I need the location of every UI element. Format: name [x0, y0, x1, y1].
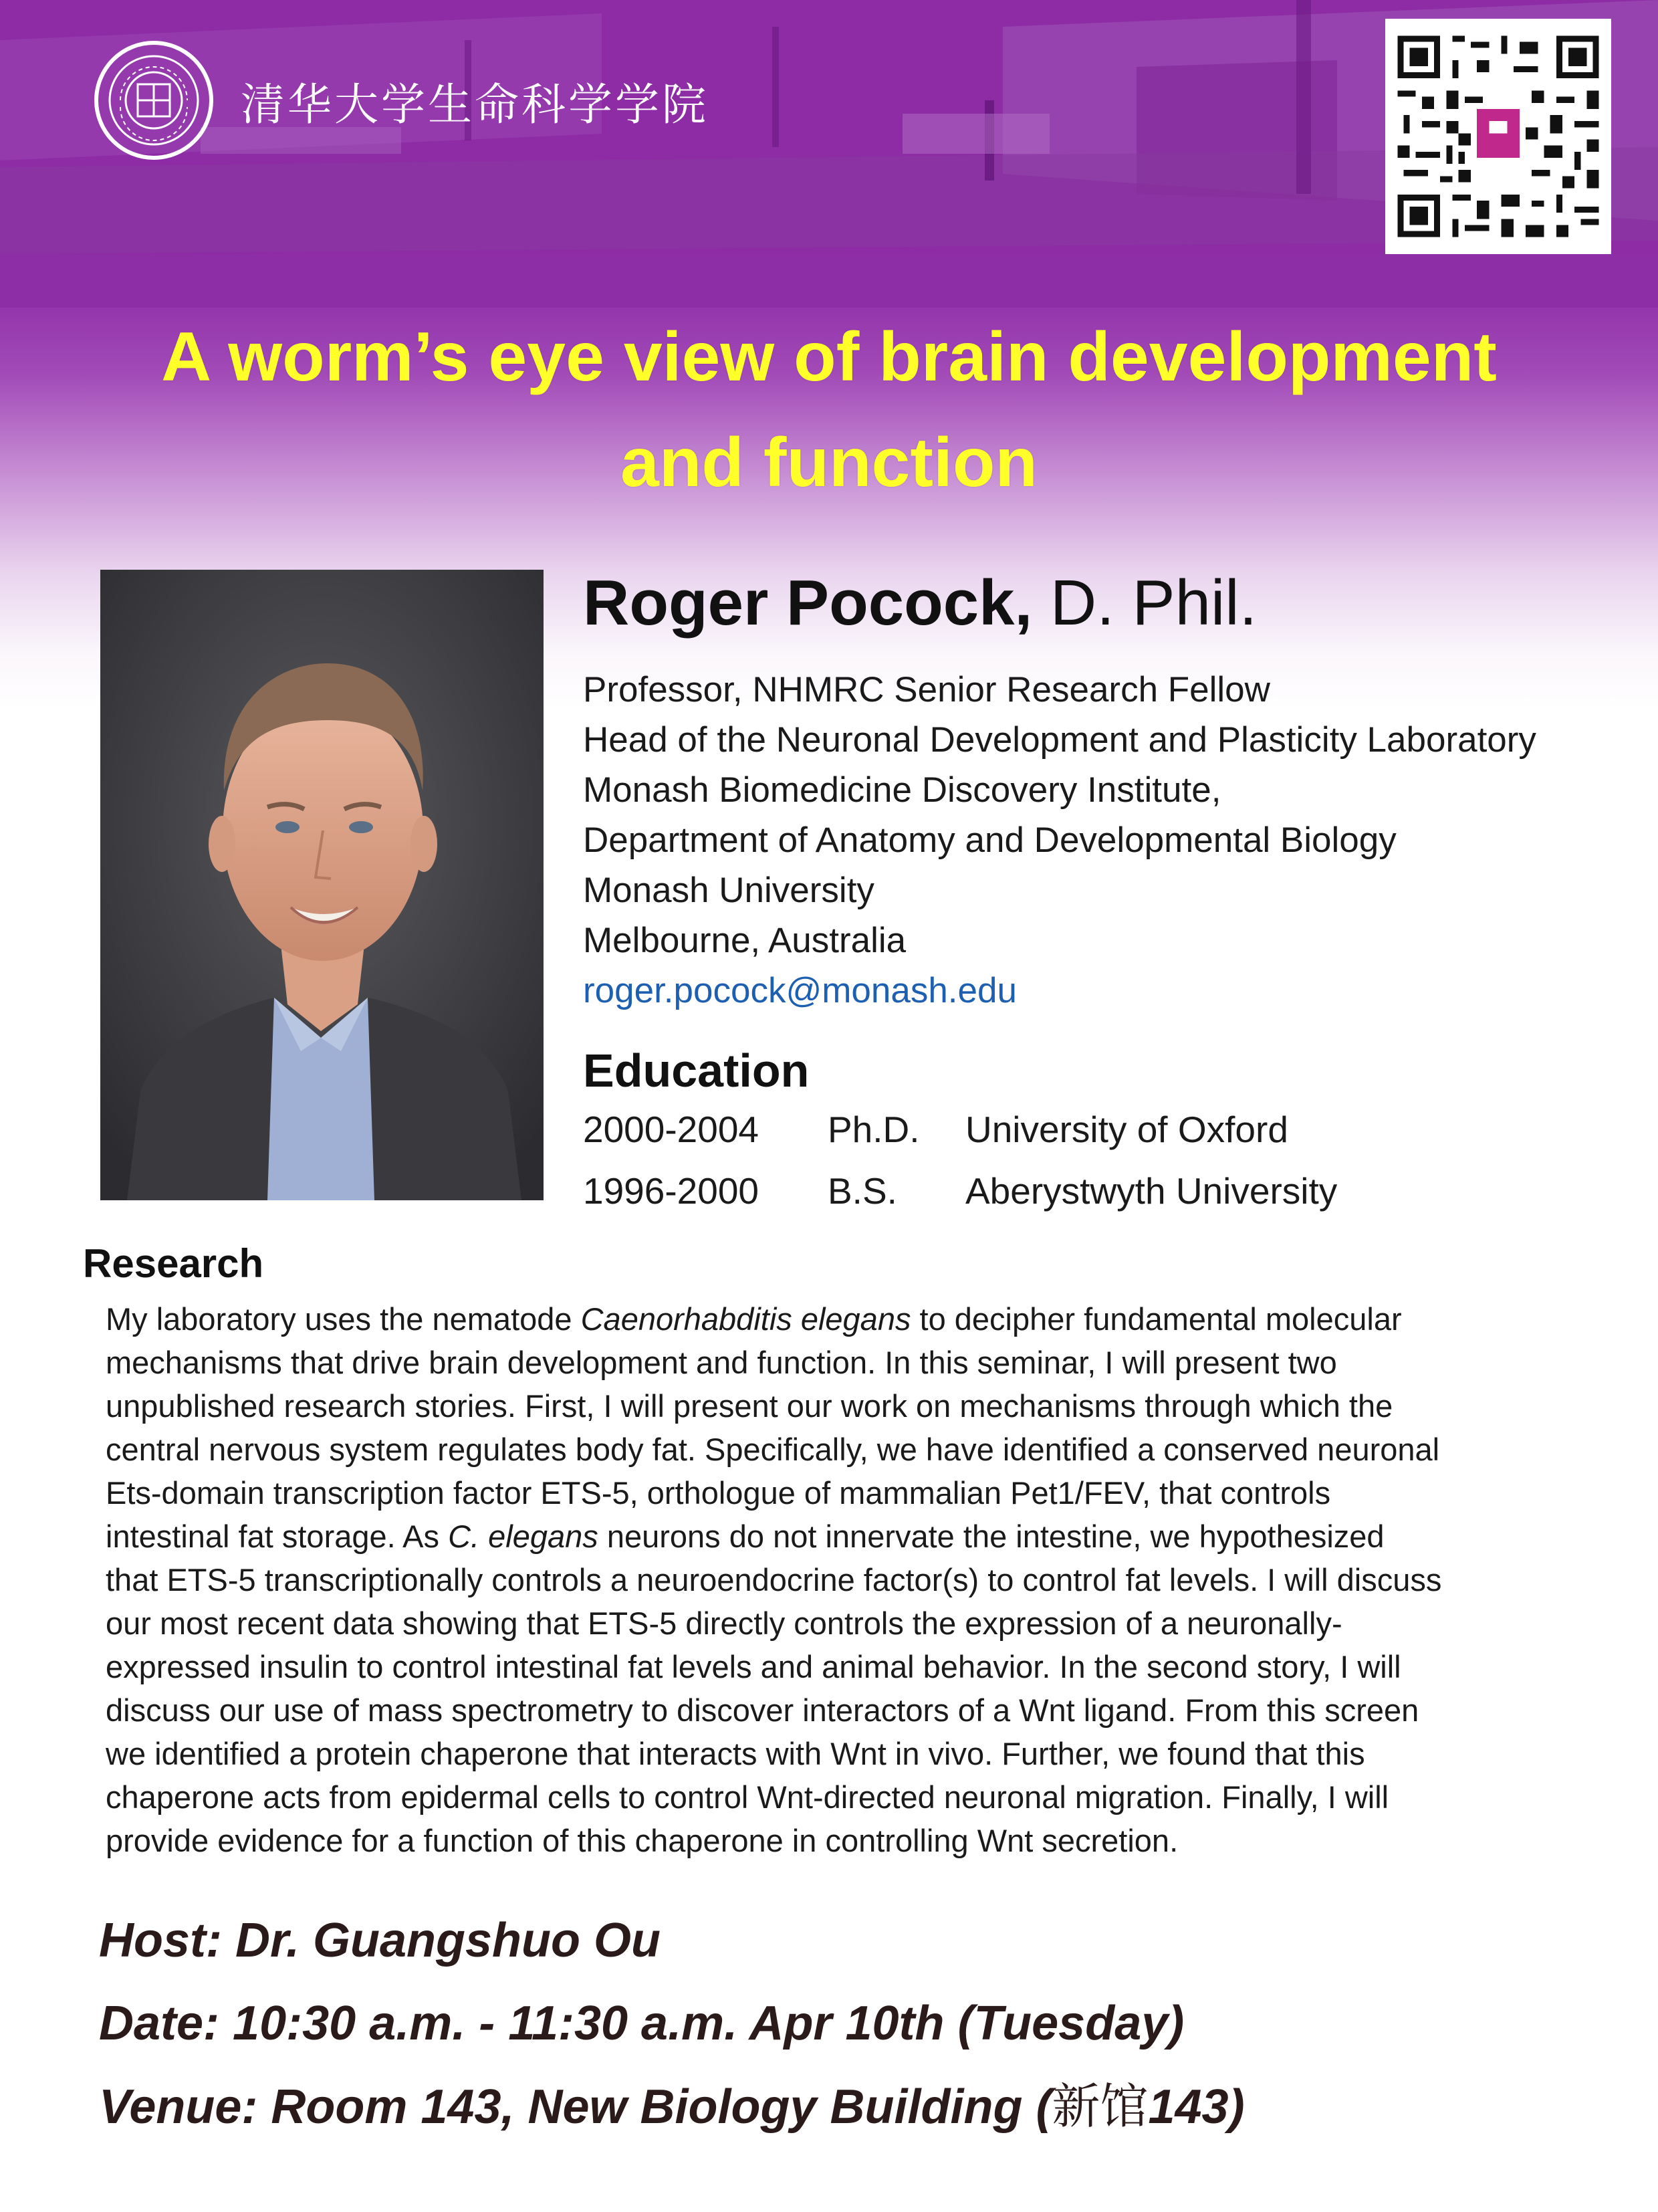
affiliation-line: Professor, NHMRC Senior Research Fellow [583, 670, 1270, 709]
research-line: we identified a protein chaperone that interacts with Wnt in vivo. Further, we found that this [106, 1736, 1365, 1771]
education-school: Aberystwyth University [965, 1170, 1338, 1212]
speaker-affiliation [583, 665, 1639, 1016]
event-host: Host: Dr. Guangshuo Ou [99, 1914, 661, 1967]
research-line: mechanisms that drive brain development and function. In this seminar, I will present two [106, 1345, 1337, 1380]
speaker-name: Roger Pocock, [583, 567, 1033, 639]
affiliation-line: Head of the Neuronal Development and Plasticity Laboratory [583, 720, 1536, 760]
event-date: Date: 10:30 a.m. - 11:30 a.m. Apr 10th (Tuesday) [99, 1997, 1185, 2050]
education-school: University of Oxford [965, 1109, 1288, 1150]
research-line: that ETS-5 transcriptionally controls a neuroendocrine factor(s) to control fat levels. I will discuss [106, 1562, 1442, 1597]
speaker-heading [583, 567, 1639, 639]
research-line: expressed insulin to control intestinal fat levels and animal behavior. In the second story, I will [106, 1649, 1401, 1684]
education-heading: Education [583, 1044, 810, 1097]
research-heading: Research [83, 1241, 264, 1286]
speaker-info [583, 567, 1639, 1222]
header [94, 40, 709, 160]
affiliation-line: Department of Anatomy and Developmental Biology [583, 820, 1397, 860]
affiliation-line: Melbourne, Australia [583, 921, 907, 960]
research-line: our most recent data showing that ETS-5 directly controls the expression of a neuronally- [106, 1606, 1342, 1641]
wechat-qr-code-icon[interactable] [1385, 19, 1611, 254]
title-line-2: and function [620, 424, 1038, 502]
research-line: central nervous system regulates body fat. Specifically, we have identified a conserved neuronal [106, 1432, 1440, 1467]
speaker-email-link[interactable]: roger.pocock@monash.edu [583, 971, 1017, 1010]
affiliation-line: Monash Biomedicine Discovery Institute, [583, 770, 1221, 810]
research-line: unpublished research stories. First, I will present our work on mechanisms through which the [106, 1388, 1393, 1424]
speaker-degree: D. Phil. [1032, 567, 1258, 639]
research-line: My laboratory uses the nematode Caenorhabditis elegans to decipher fundamental molecular [106, 1301, 1402, 1337]
title-line-1: A worm’s eye view of brain development [161, 318, 1497, 396]
speaker-portrait [100, 570, 544, 1200]
education-years: 1996-2000 [583, 1170, 759, 1212]
event-venue: Venue: Room 143, New Biology Building (新馆143) [99, 2078, 1245, 2134]
education-years: 2000-2004 [583, 1109, 759, 1150]
research-line: Ets-domain transcription factor ETS-5, orthologue of mammalian Pet1/FEV, that controls [106, 1475, 1331, 1511]
affiliation-line: Monash University [583, 871, 874, 910]
research-line: discuss our use of mass spectrometry to discover interactors of a Wnt ligand. From this screen [106, 1692, 1419, 1728]
tsinghua-university-seal-icon [94, 40, 214, 160]
seminar-title [27, 304, 1631, 516]
research-line: provide evidence for a function of this chaperone in controlling Wnt secretion. [106, 1823, 1179, 1858]
education-row [583, 1099, 1639, 1160]
event-details [99, 1899, 1245, 2148]
education-degree: B.S. [828, 1170, 897, 1212]
school-name: 清华大学生命科学学院 [241, 78, 709, 130]
research-line: chaperone acts from epidermal cells to control Wnt-directed neuronal migration. Finally, I will [106, 1779, 1389, 1815]
research-abstract [106, 1297, 1596, 1862]
education-degree: Ph.D. [828, 1109, 920, 1150]
research-line: intestinal fat storage. As C. elegans neurons do not innervate the intestine, we hypothesized [106, 1519, 1385, 1554]
education-row [583, 1160, 1639, 1222]
